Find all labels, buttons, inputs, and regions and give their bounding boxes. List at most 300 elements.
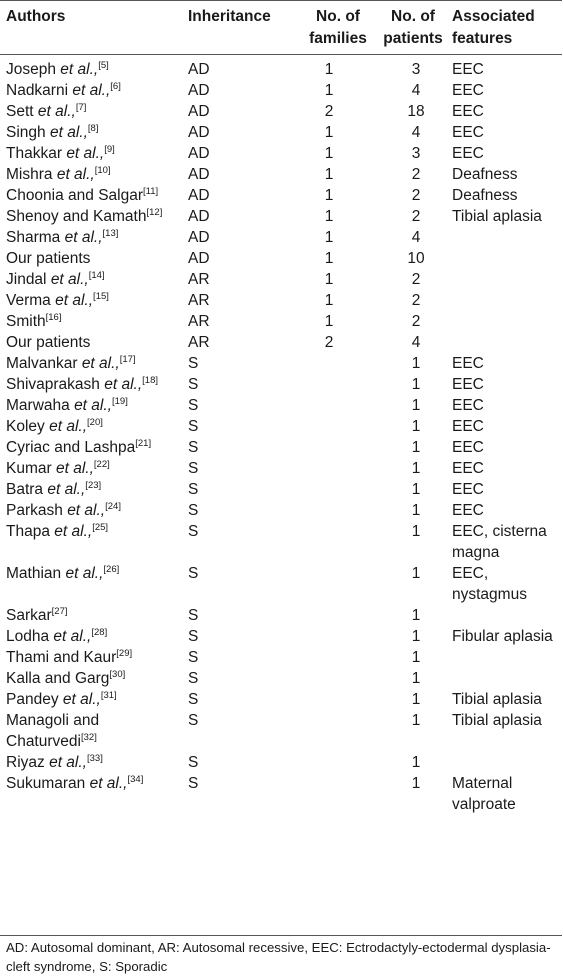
- author-name: Smith: [6, 313, 46, 330]
- cell-patients: 1: [411, 628, 421, 645]
- table-row: [0, 500, 562, 521]
- cell-author: [0, 185, 186, 206]
- reference-number: 26: [106, 563, 117, 575]
- cell-inheritance: AD: [188, 250, 210, 267]
- table-row: [0, 227, 562, 248]
- reference-citation: [27]: [51, 605, 68, 617]
- reference-citation: [29]: [116, 647, 133, 659]
- cell-patients: 1: [411, 649, 421, 666]
- cell-inheritance: S: [188, 691, 199, 708]
- cell-inheritance: S: [188, 502, 199, 519]
- cell-families: [298, 668, 378, 689]
- cell-features: EEC: [452, 418, 484, 435]
- cell-families: [298, 563, 378, 605]
- cell-inheritance: S: [188, 628, 199, 645]
- header-patients: No. of patients: [383, 8, 443, 47]
- cell-patients: 4: [411, 82, 421, 99]
- cell-patients: 1: [411, 502, 421, 519]
- cell-features: EEC: [452, 103, 484, 120]
- cell-inheritance: S: [188, 355, 199, 372]
- cell-families: [298, 689, 378, 710]
- cell-patients: 2: [411, 208, 421, 225]
- table-row: [0, 416, 562, 437]
- et-al: et al.,: [60, 61, 99, 78]
- table-row: [0, 353, 562, 374]
- cell-inheritance: S: [188, 523, 199, 540]
- cell-patients: 1: [411, 607, 421, 624]
- cell-author: [0, 689, 186, 710]
- reference-number: 9: [106, 143, 113, 155]
- reference-citation: [25]: [92, 521, 109, 533]
- cell-patients: 1: [411, 439, 421, 456]
- cell-author: [0, 164, 186, 185]
- et-al: et al.,: [47, 481, 86, 498]
- table-row: [0, 311, 562, 332]
- author-name: Mathian: [6, 565, 62, 582]
- cell-patients: 2: [411, 271, 421, 288]
- cell-author: [0, 500, 186, 521]
- et-al: et al.,: [55, 460, 94, 477]
- cell-patients: 3: [411, 145, 421, 162]
- header-features: Associated features: [452, 8, 535, 47]
- et-al: et al.,: [49, 754, 87, 771]
- table-row: [0, 605, 562, 626]
- reference-number: 22: [96, 458, 108, 470]
- cell-author: [0, 227, 186, 248]
- cell-inheritance: AD: [188, 124, 210, 141]
- reference-number: 7: [78, 101, 84, 113]
- cell-patients: 1: [411, 712, 421, 729]
- table-row: [0, 395, 562, 416]
- cell-features: Tibial aplasia: [452, 691, 542, 708]
- cell-patients: 1: [411, 775, 421, 792]
- reference-citation: [19]: [111, 395, 128, 407]
- cell-families: [298, 458, 378, 479]
- reference-number: 25: [94, 521, 106, 533]
- cell-families: [298, 647, 378, 668]
- cell-features: [448, 290, 562, 311]
- cell-author: [0, 647, 186, 668]
- et-al: et al.,: [56, 166, 95, 183]
- reference-citation: [17]: [119, 353, 136, 365]
- cell-author: [0, 248, 186, 269]
- cell-inheritance: S: [188, 376, 199, 393]
- cell-patients: 1: [411, 691, 421, 708]
- reference-number: 14: [91, 269, 102, 281]
- cell-author: [0, 605, 186, 626]
- reference-citation: [11]: [143, 185, 159, 197]
- author-name: Verma: [6, 292, 51, 309]
- cell-features: Deafness: [452, 166, 518, 183]
- table-row: [0, 689, 562, 710]
- et-al: et al.,: [55, 292, 94, 309]
- cell-patients: 2: [411, 166, 421, 183]
- cell-families: [298, 626, 378, 647]
- table-row: [0, 752, 562, 773]
- header-authors: Authors: [6, 8, 66, 25]
- cell-features: EEC: [452, 145, 484, 162]
- cell-features: EEC: [452, 82, 484, 99]
- reference-number: 17: [122, 353, 133, 365]
- cell-inheritance: S: [188, 418, 199, 435]
- author-name: Choonia and Salgar: [6, 187, 144, 204]
- reference-citation: [18]: [142, 374, 159, 386]
- cell-author: [0, 143, 186, 164]
- cell-families: 1: [324, 82, 334, 99]
- cell-inheritance: S: [188, 481, 199, 498]
- cell-families: 2: [324, 103, 334, 120]
- cell-features: EEC, cisterna magna: [452, 523, 547, 561]
- reference-number: 28: [93, 626, 105, 638]
- reference-number: 8: [90, 122, 96, 134]
- cell-patients: 3: [411, 61, 421, 78]
- reference-citation: [14]: [88, 269, 105, 281]
- cell-families: [298, 752, 378, 773]
- cell-author: [0, 563, 186, 605]
- table-row: [0, 269, 562, 290]
- cell-author: [0, 290, 186, 311]
- reference-number: 15: [95, 290, 107, 302]
- cell-families: [298, 395, 378, 416]
- author-name: Cyriac and Lashpa: [6, 439, 136, 456]
- cell-families: [298, 500, 378, 521]
- reference-number: 33: [89, 752, 101, 764]
- et-al: et al.,: [66, 145, 105, 162]
- cell-features: EEC: [452, 61, 484, 78]
- author-name: Marwaha: [6, 397, 70, 414]
- cell-inheritance: AD: [188, 61, 210, 78]
- cell-inheritance: S: [188, 712, 199, 729]
- reference-citation: [16]: [45, 311, 62, 323]
- reference-citation: [7]: [75, 101, 87, 113]
- cell-families: [298, 353, 378, 374]
- cell-author: [0, 437, 186, 458]
- reference-citation: [26]: [103, 563, 120, 575]
- header-inheritance: Inheritance: [188, 8, 271, 25]
- cell-author: [0, 521, 186, 563]
- et-al: et al.,: [67, 502, 106, 519]
- cell-features: EEC, nystagmus: [452, 565, 527, 603]
- cell-families: 1: [324, 187, 334, 204]
- reference-number: 12: [149, 206, 160, 218]
- cell-features: [448, 668, 562, 689]
- author-name: Singh: [6, 124, 46, 141]
- cell-families: 1: [324, 208, 334, 225]
- reference-number: 30: [112, 668, 123, 680]
- cell-patients: 1: [411, 754, 421, 771]
- author-name: Riyaz: [6, 754, 45, 771]
- reference-number: 10: [97, 164, 108, 176]
- table-row: [0, 563, 562, 605]
- cell-families: [298, 416, 378, 437]
- table-row: [0, 521, 562, 563]
- cell-patients: 2: [411, 313, 421, 330]
- table-row: [0, 248, 562, 269]
- cell-inheritance: AD: [188, 187, 210, 204]
- cell-author: [0, 374, 186, 395]
- cell-author: [0, 55, 186, 81]
- cell-author: [0, 311, 186, 332]
- reference-number: 31: [103, 689, 115, 701]
- cell-inheritance: AD: [188, 145, 210, 162]
- cell-patients: 1: [411, 418, 421, 435]
- author-name: Malvankar: [6, 355, 78, 372]
- cell-inheritance: AD: [188, 82, 210, 99]
- reference-citation: [23]: [85, 479, 102, 491]
- cell-features: Tibial aplasia: [452, 208, 542, 225]
- cell-patients: 1: [411, 523, 421, 540]
- et-al: et al.,: [104, 376, 143, 393]
- table-row: [0, 185, 562, 206]
- cell-features: [448, 269, 562, 290]
- et-al: et al.,: [81, 355, 120, 372]
- et-al: et al.,: [50, 271, 89, 288]
- reference-number: 23: [87, 479, 99, 491]
- table-body: [0, 55, 562, 816]
- et-al: et al.,: [74, 397, 112, 414]
- reference-citation: [10]: [94, 164, 111, 176]
- cell-features: Tibial aplasia: [452, 712, 542, 729]
- reference-citation: [21]: [135, 437, 152, 449]
- reference-citation: [9]: [104, 143, 115, 155]
- author-name: Shivaprakash: [6, 376, 100, 393]
- author-name: Nadkarni: [6, 82, 69, 99]
- cell-author: [0, 752, 186, 773]
- cell-features: EEC: [452, 376, 484, 393]
- cell-features: EEC: [452, 460, 484, 477]
- cell-author: [0, 353, 186, 374]
- cell-features: EEC: [452, 355, 484, 372]
- cell-author: [0, 710, 186, 752]
- table-row: [0, 143, 562, 164]
- cell-inheritance: AD: [188, 103, 210, 120]
- et-al: et al.,: [54, 523, 93, 540]
- cell-families: 2: [324, 334, 334, 351]
- et-al: et al.,: [65, 565, 104, 582]
- reference-number: 34: [130, 773, 141, 785]
- et-al: et al.,: [49, 124, 88, 141]
- cell-inheritance: AR: [188, 292, 210, 309]
- reference-citation: [15]: [93, 290, 109, 302]
- reference-citation: [28]: [91, 626, 108, 638]
- reference-number: 32: [83, 731, 95, 743]
- table-footnote: AD: Autosomal dominant, AR: Autosomal recessive, EEC: Ectrodactyly-ectodermal dysplasia-cleft syndrome, S: Sporadic: [0, 935, 562, 976]
- cell-patients: 1: [411, 670, 421, 687]
- table-row: [0, 206, 562, 227]
- reference-citation: [20]: [87, 416, 103, 428]
- author-name: Joseph: [6, 61, 56, 78]
- cell-author: [0, 122, 186, 143]
- table-row: [0, 122, 562, 143]
- author-name: Managoli and Chaturvedi: [6, 712, 100, 750]
- cell-families: 1: [324, 145, 334, 162]
- table-row: [0, 626, 562, 647]
- table-row: [0, 458, 562, 479]
- cell-author: [0, 458, 186, 479]
- cell-patients: 1: [411, 460, 421, 477]
- cell-features: [448, 647, 562, 668]
- author-name: Lodha: [6, 628, 50, 645]
- reference-citation: [32]: [80, 731, 97, 743]
- cell-inheritance: AD: [188, 208, 210, 225]
- reference-number: 27: [54, 605, 65, 617]
- cell-families: 1: [324, 250, 334, 267]
- author-name: Thapa: [6, 523, 50, 540]
- cell-features: [448, 248, 562, 269]
- cell-inheritance: S: [188, 754, 199, 771]
- cell-patients: 10: [407, 250, 425, 267]
- author-name: Our patients: [6, 250, 91, 267]
- cell-features: EEC: [452, 397, 484, 414]
- cell-families: 1: [324, 229, 334, 246]
- cell-inheritance: AD: [188, 229, 210, 246]
- reference-number: 16: [48, 311, 59, 323]
- cell-inheritance: AR: [188, 271, 210, 288]
- author-name: Shenoy and Kamath: [6, 208, 147, 225]
- cell-inheritance: AD: [188, 166, 210, 183]
- cell-author: [0, 626, 186, 647]
- cell-features: EEC: [452, 502, 484, 519]
- table-row: [0, 332, 562, 353]
- cell-families: 1: [324, 61, 334, 78]
- table-row: [0, 164, 562, 185]
- table-row: [0, 647, 562, 668]
- reference-citation: [33]: [87, 752, 103, 764]
- cell-author: [0, 479, 186, 500]
- author-name: Kalla and Garg: [6, 670, 110, 687]
- cell-patients: 1: [411, 397, 421, 414]
- cell-features: EEC: [452, 481, 484, 498]
- cell-patients: 18: [407, 103, 425, 120]
- cell-inheritance: S: [188, 649, 199, 666]
- cell-author: [0, 269, 186, 290]
- reference-citation: [13]: [102, 227, 119, 239]
- cell-families: [298, 521, 378, 563]
- et-al: et al.,: [53, 628, 92, 645]
- cell-inheritance: S: [188, 565, 199, 582]
- table-row: [0, 479, 562, 500]
- cell-features: [448, 752, 562, 773]
- cell-patients: 1: [411, 565, 421, 582]
- et-al: et al.,: [49, 418, 88, 435]
- author-name: Our patients: [6, 334, 91, 351]
- cell-author: [0, 80, 186, 101]
- reference-number: 18: [144, 374, 156, 386]
- author-name: Mishra: [6, 166, 53, 183]
- author-name: Parkash: [6, 502, 63, 519]
- reference-citation: [12]: [146, 206, 163, 218]
- cell-patients: 4: [411, 334, 421, 351]
- author-name: Kumar: [6, 460, 52, 477]
- cell-patients: 4: [411, 124, 421, 141]
- author-name: Batra: [6, 481, 44, 498]
- cell-inheritance: AR: [188, 313, 210, 330]
- cell-features: [448, 311, 562, 332]
- cell-inheritance: AR: [188, 334, 210, 351]
- cell-inheritance: S: [188, 775, 199, 792]
- table-row: [0, 668, 562, 689]
- reference-citation: [30]: [109, 668, 126, 680]
- author-name: Thakkar: [6, 145, 62, 162]
- cell-patients: 2: [411, 187, 421, 204]
- author-name: Sarkar: [6, 607, 52, 624]
- reference-number: 24: [107, 500, 119, 512]
- cell-families: 1: [324, 271, 334, 288]
- cell-author: [0, 395, 186, 416]
- cell-author: [0, 668, 186, 689]
- cell-features: Fibular aplasia: [452, 628, 553, 645]
- cell-features: [448, 227, 562, 248]
- cell-author: [0, 101, 186, 122]
- table-header-row: [0, 1, 562, 55]
- cell-inheritance: S: [188, 460, 199, 477]
- cell-inheritance: S: [188, 607, 199, 624]
- et-al: et al.,: [89, 775, 128, 792]
- cell-inheritance: S: [188, 439, 199, 456]
- author-name: Sharma: [6, 229, 61, 246]
- cell-patients: 4: [411, 229, 421, 246]
- reference-number: 29: [118, 647, 130, 659]
- table-row: [0, 290, 562, 311]
- cell-inheritance: S: [188, 670, 199, 687]
- author-name: Koley: [6, 418, 45, 435]
- reference-citation: [6]: [110, 80, 121, 92]
- cell-features: Maternal valproate: [452, 775, 516, 813]
- cell-patients: 1: [411, 355, 421, 372]
- reference-number: 19: [114, 395, 126, 407]
- cell-families: 1: [324, 292, 334, 309]
- author-name: Thami and Kaur: [6, 649, 117, 666]
- table-row: [0, 374, 562, 395]
- author-name: Jindal: [6, 271, 47, 288]
- cell-families: [298, 605, 378, 626]
- cell-families: 1: [324, 124, 334, 141]
- cell-patients: 1: [411, 481, 421, 498]
- cell-families: 1: [324, 166, 334, 183]
- cell-families: [298, 374, 378, 395]
- cell-author: [0, 773, 186, 815]
- reference-number: 11: [145, 185, 156, 197]
- cell-features: EEC: [452, 439, 484, 456]
- reference-citation: [31]: [100, 689, 117, 701]
- cell-features: EEC: [452, 124, 484, 141]
- author-name: Sett: [6, 103, 34, 120]
- cell-families: [298, 773, 378, 815]
- reference-citation: [24]: [105, 500, 121, 512]
- author-name: Pandey: [6, 691, 59, 708]
- cell-families: [298, 479, 378, 500]
- table-row: [0, 773, 562, 815]
- et-al: et al.,: [62, 691, 101, 708]
- cell-patients: 1: [411, 376, 421, 393]
- cell-features: Deafness: [452, 187, 518, 204]
- cell-families: [298, 710, 378, 752]
- et-al: et al.,: [37, 103, 76, 120]
- author-name: Sukumaran: [6, 775, 86, 792]
- cell-author: [0, 206, 186, 227]
- cell-families: [298, 437, 378, 458]
- reference-number: 5: [100, 59, 107, 71]
- cell-author: [0, 416, 186, 437]
- header-families: No. of families: [309, 8, 367, 47]
- table-row: [0, 710, 562, 752]
- cell-inheritance: S: [188, 397, 199, 414]
- cell-features: [448, 332, 562, 353]
- cell-families: 1: [324, 313, 334, 330]
- reference-citation: [22]: [93, 458, 110, 470]
- table-row: [0, 101, 562, 122]
- et-al: et al.,: [72, 82, 111, 99]
